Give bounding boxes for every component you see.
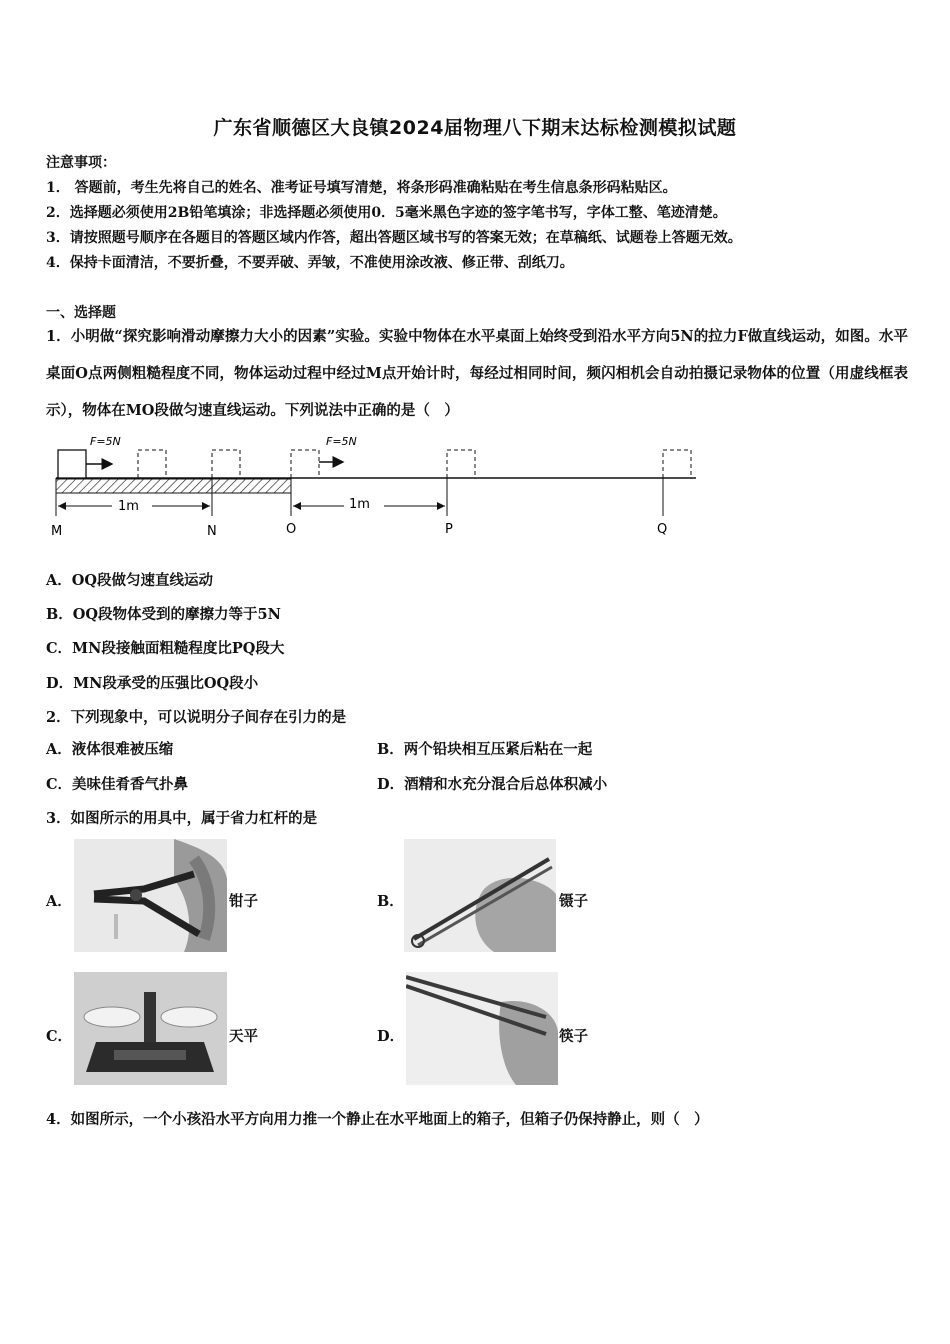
q2-stem: 2．下列现象中，可以说明分子间存在引力的是: [46, 709, 347, 726]
frame-5: [663, 450, 691, 478]
q3-option-a-name: 钳子: [229, 893, 258, 910]
notice-item-4: 4．保持卡面清洁，不要折叠，不要弄破、弄皱，不准使用涂改液、修正带、刮纸刀。: [46, 255, 574, 271]
frame-2: [212, 450, 240, 478]
distance-label-1: 1m: [118, 499, 139, 514]
point-p: P: [445, 522, 453, 537]
q1-option-d: D．MN段承受的压强比OQ段小: [46, 675, 259, 692]
point-q: Q: [657, 522, 668, 537]
frame-1: [138, 450, 166, 478]
q1-option-c: C．MN段接触面粗糙程度比PQ段大: [46, 640, 285, 657]
q2-option-a: A．液体很难被压缩: [46, 741, 174, 758]
rough-region: [56, 479, 291, 493]
notice-heading: 注意事项：: [46, 155, 116, 171]
q3-stem: 3．如图所示的用具中，属于省力杠杆的是: [46, 810, 318, 827]
chopsticks-image: [406, 972, 558, 1085]
q1-figure: [46, 432, 746, 542]
q3-option-d-letter: D．: [377, 1028, 405, 1045]
q4-stem: 4．如图所示，一个小孩沿水平方向用力推一个静止在水平地面上的箱子，但箱子仍保持静止，则（ ）: [46, 1111, 709, 1128]
q3-option-b-name: 镊子: [559, 893, 588, 910]
notice-item-3: 3．请按照题号顺序在各题目的答题区域内作答，超出答题区域书写的答案无效；在草稿纸、试题卷上答题无效。: [46, 230, 742, 246]
point-m: M: [51, 524, 63, 539]
q1-option-a: A．OQ段做匀速直线运动: [46, 572, 214, 589]
tweezers-image: [404, 839, 556, 952]
q2-option-b: B．两个铅块相互压紧后粘在一起: [377, 741, 593, 758]
point-n: N: [207, 524, 217, 539]
q3-option-b-letter: B．: [377, 893, 404, 910]
section-heading: 一、选择题: [46, 305, 116, 321]
q2-option-c: C．美味佳肴香气扑鼻: [46, 776, 189, 793]
notice-item-1: 1． 答题前，考生先将自己的姓名、准考证号填写清楚，将条形码准确粘贴在考生信息条形码粘贴区。: [46, 180, 677, 196]
page-title: 广东省顺德区大良镇2024届物理八下期末达标检测模拟试题: [213, 117, 737, 139]
notice-item-2: 2．选择题必须使用2B铅笔填涂；非选择题必须使用0．5毫米黑色字迹的签字笔书写，字体工整、笔迹清楚。: [46, 205, 727, 221]
force-label-2: F=5N: [326, 435, 357, 448]
force-label-1: F=5N: [90, 435, 121, 448]
balance-image: [74, 972, 227, 1085]
q1-option-b: B．OQ段物体受到的摩擦力等于5N: [46, 606, 281, 623]
q3-option-a-letter: A．: [46, 893, 72, 910]
distance-label-2: 1m: [349, 497, 370, 512]
q1-stem: 1．小明做“探究影响滑动摩擦力大小的因素”实验。实验中物体在水平桌面上始终受到沿水平方向5N的拉力F做直线运动，如图。水平桌面O点两侧粗糙程度不同，物体运动过程中经过M点开始计时，每经过相同时间，频闪相机会自动拍摄记录物体的位置（用虚线框表示），物体在MO段做匀速直线运动。下列说法中正确的是（ ）: [46, 328, 908, 419]
pliers-image: [74, 839, 227, 952]
q3-option-c-name: 天平: [229, 1028, 258, 1045]
q3-option-d-name: 筷子: [559, 1028, 588, 1045]
frame-4: [447, 450, 475, 478]
block-solid: [58, 450, 86, 478]
frame-3: [291, 450, 319, 478]
q3-option-c-letter: C．: [46, 1028, 73, 1045]
q2-option-d: D．酒精和水充分混合后总体积减小: [377, 776, 608, 793]
point-o: O: [286, 522, 297, 537]
